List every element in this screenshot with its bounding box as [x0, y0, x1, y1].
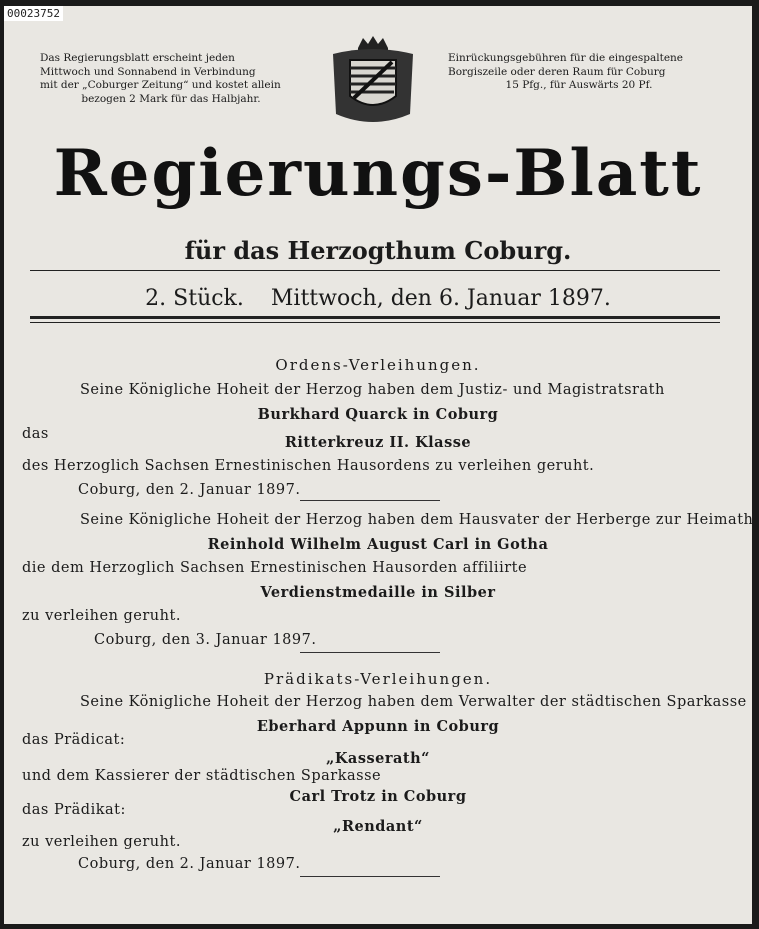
text-line: des Herzoglich Sachsen Ernestinischen Hausordens zu verleihen geruht. — [22, 458, 595, 474]
text-line: Seine Königliche Hoheit der Herzog haben dem Verwalter der städtischen Sparkasse — [80, 694, 747, 710]
text-line: das Prädikat: — [22, 802, 126, 818]
issue-date: Mittwoch, den 6. Januar 1897. — [270, 286, 611, 311]
issue-number: 2. Stück. — [145, 286, 244, 311]
section-heading: Ordens-Verleihungen. — [275, 356, 481, 374]
intro-left-line: mit der „Coburger Zeitung“ und kostet allein — [40, 79, 281, 91]
masthead-subtitle: für das Herzogthum Coburg. — [184, 236, 572, 265]
recipient-name: Eberhard Appunn in Coburg — [256, 718, 500, 735]
masthead-title: Regierungs-Blatt — [53, 136, 703, 211]
text-line: das — [22, 426, 49, 442]
divider — [30, 270, 720, 271]
recipient-name: Carl Trotz in Coburg — [289, 788, 467, 805]
recipient-name: Reinhold Wilhelm August Carl in Gotha — [207, 536, 549, 553]
coat-of-arms-icon — [318, 34, 428, 129]
intro-right-line: 15 Pfg., für Auswärts 20 Pf. — [505, 79, 653, 91]
intro-left-line: Mittwoch und Sonnabend in Verbindung — [40, 65, 256, 78]
intro-right-line: Borgiszeile oder deren Raum für Coburg — [448, 65, 666, 78]
text-line: und dem Kassierer der städtischen Sparkasse — [22, 768, 382, 784]
award-name: Ritterkreuz II. Klasse — [284, 434, 472, 451]
document-page — [4, 6, 752, 924]
separator — [300, 500, 440, 501]
text-line: das Prädicat: — [22, 732, 126, 748]
intro-left-line: bezogen 2 Mark für das Halbjahr. — [81, 92, 261, 105]
intro-right-line: Einrückungsgebühren für die eingespaltene — [448, 52, 684, 64]
date-line: Coburg, den 3. Januar 1897. — [94, 632, 317, 648]
text-line: die dem Herzoglich Sachsen Ernestinischen Hausorden affiliirte — [22, 560, 528, 576]
text-line: zu verleihen geruht. — [22, 608, 181, 624]
intro-left-line: Das Regierungsblatt erscheint jeden — [40, 52, 235, 64]
subscription-note — [40, 52, 302, 106]
advertising-fees-note — [448, 52, 710, 93]
separator — [300, 876, 440, 877]
issue-line — [4, 286, 752, 311]
divider — [30, 316, 720, 319]
section-heading: Prädikats-Verleihungen. — [263, 670, 493, 688]
recipient-name: Burkhard Quarck in Coburg — [257, 406, 499, 423]
text-line: Seine Königliche Hoheit der Herzog haben dem Justiz- und Magistratsrath — [80, 382, 665, 398]
separator — [300, 652, 440, 653]
text-line: Seine Königliche Hoheit der Herzog haben dem Hausvater der Herberge zur Heimath — [80, 512, 754, 528]
divider — [30, 322, 720, 323]
date-line: Coburg, den 2. Januar 1897. — [78, 482, 301, 498]
award-name: Verdienstmedaille in Silber — [260, 584, 496, 601]
text-line: zu verleihen geruht. — [22, 834, 181, 850]
archive-number: 00023752 — [4, 6, 63, 21]
title-name: „Rendant“ — [333, 818, 423, 835]
date-line: Coburg, den 2. Januar 1897. — [78, 856, 301, 872]
title-name: „Kasserath“ — [325, 750, 430, 767]
